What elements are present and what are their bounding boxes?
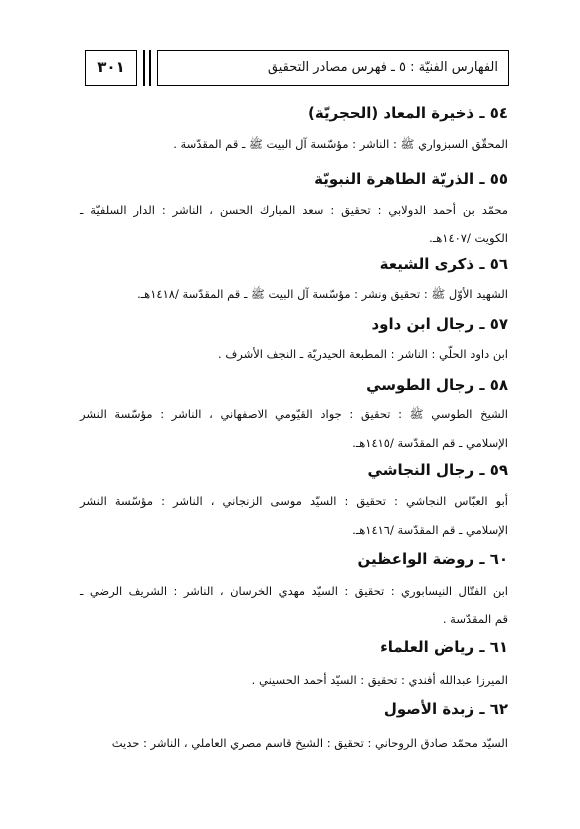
- entry-title: ٦٠ ـ روضة الواعظين: [357, 550, 508, 568]
- page-number: ٣٠١: [85, 50, 137, 86]
- entry-text: الإسلامي ـ قم المقدّسة /١٤١٥هـ.: [352, 436, 508, 450]
- entry-text: ابن داود الحلّي : الناشر : المطبعة الحيدريّة ـ النجف الأشرف .: [218, 347, 508, 361]
- entry-title: ٥٨ ـ رجال الطوسي: [366, 376, 508, 394]
- entry-title: ٥٥ ـ الذريّة الطاهرة النبويّة: [314, 170, 508, 188]
- entry-title: ٦٢ ـ زبدة الأصول: [383, 700, 508, 718]
- entry-text: محمّد بن أحمد الدولابي : تحقيق : سعد المبارك الحسن ، الناشر : الدار السلفيّة ـ: [80, 203, 508, 217]
- entry-title: ٥٩ ـ رجال النجاشي: [367, 461, 508, 479]
- entry-title: ٥٧ ـ رجال ابن داود: [371, 315, 508, 333]
- entry-text: الكويت /١٤٠٧هـ.: [429, 231, 508, 245]
- entry-text: ابن الفتّال النيسابوري : تحقيق : السيّد مهدي الخرسان ، الناشر : الشريف الرضي ـ: [80, 584, 508, 598]
- entry-text: المحقّق السبزواري ﷺ : الناشر : مؤسّسة آل البيت ﷺ ـ قم المقدّسة .: [173, 137, 508, 151]
- entry-text: قم المقدّسة .: [442, 612, 508, 626]
- entry-text: الشهيد الأوّل ﷺ : تحقيق ونشر : مؤسّسة آل البيت ﷺ ـ قم المقدّسة /١٤١٨هـ.: [137, 287, 508, 301]
- entry-title: ٥٤ ـ ذخيرة المعاد (الحجريّة): [308, 104, 508, 122]
- entry-title: ٦١ ـ رياض العلماء: [380, 638, 508, 656]
- header-title-box: [157, 50, 509, 86]
- entry-text: الميرزا عبدالله أفندي : تحقيق : السيّد أحمد الحسيني .: [251, 673, 508, 687]
- running-header: [85, 50, 509, 86]
- entry-title: ٥٦ ـ ذكرى الشيعة: [379, 255, 508, 273]
- entry-text: الشيخ الطوسي ﷺ : تحقيق : جواد القيّومي الاصفهاني ، الناشر : مؤسّسة النشر: [80, 407, 508, 421]
- entry-text: الإسلامي ـ قم المقدّسة /١٤١٦هـ.: [352, 523, 508, 537]
- entry-text: أبو العبّاس النجاشي : تحقيق : السيّد موسى الزنجاني ، الناشر : مؤسّسة النشر: [80, 494, 508, 508]
- header-title: الفهارس الفنيّة : ٥ ـ فهرس مصادر التحقيق: [267, 60, 498, 75]
- entry-text: السيّد محمّد صادق الروحاني : تحقيق : الشيخ قاسم مصري العاملي ، الناشر : حديث: [111, 736, 508, 750]
- header-divider: [149, 50, 151, 86]
- header-divider: [143, 50, 145, 86]
